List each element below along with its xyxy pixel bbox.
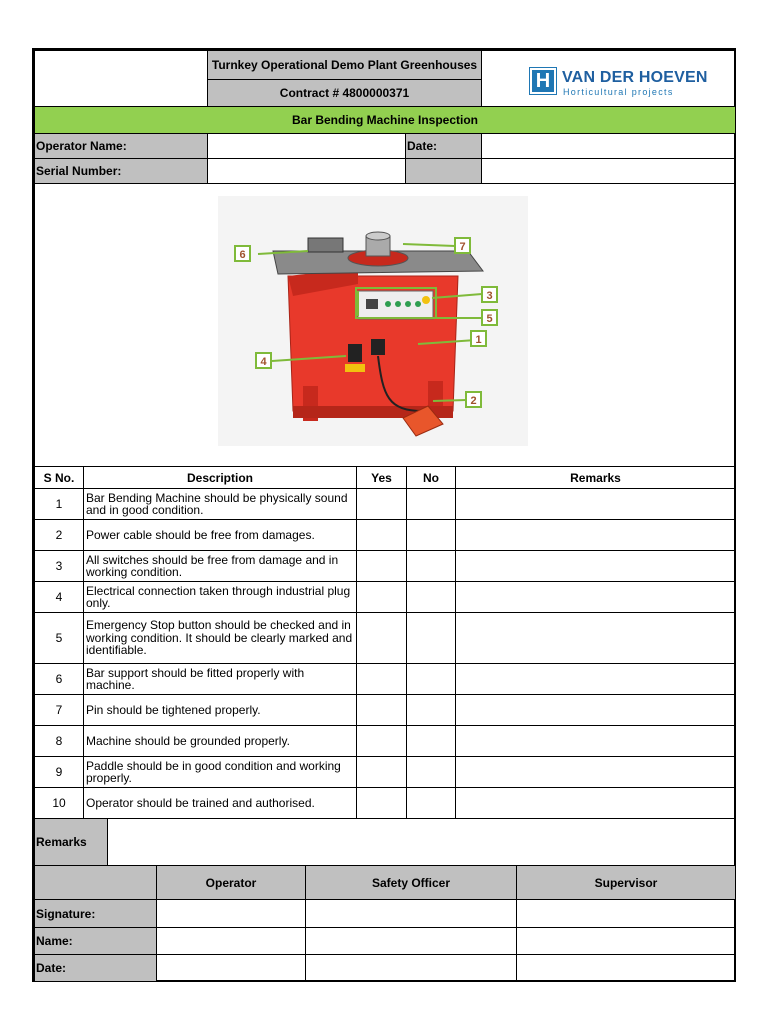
row-remarks-field[interactable] xyxy=(455,488,736,520)
date-field[interactable] xyxy=(481,133,736,159)
row-remarks-field[interactable] xyxy=(455,663,736,695)
row-yes-checkbox[interactable] xyxy=(356,756,407,788)
row-remarks-field[interactable] xyxy=(455,581,736,613)
row-number: 1 xyxy=(34,488,84,520)
row-yes-checkbox[interactable] xyxy=(356,694,407,726)
row-description: Power cable should be free from damages. xyxy=(83,519,357,551)
row-no-checkbox[interactable] xyxy=(406,488,456,520)
signoff-corner xyxy=(34,865,157,900)
row-no-checkbox[interactable] xyxy=(406,694,456,726)
company-tagline: Horticultural projects xyxy=(563,87,674,97)
supervisor-name-field[interactable] xyxy=(516,927,736,955)
callout-4: 4 xyxy=(260,356,267,368)
callout-5: 5 xyxy=(486,313,493,325)
row-yes-checkbox[interactable] xyxy=(356,550,407,582)
row-no-checkbox[interactable] xyxy=(406,725,456,757)
row-no-checkbox[interactable] xyxy=(406,663,456,695)
row-number: 5 xyxy=(34,612,84,664)
operator-name-label: Operator Name: xyxy=(34,133,208,159)
safety-officer-date-field[interactable] xyxy=(305,954,517,982)
row-yes-checkbox[interactable] xyxy=(356,787,407,819)
row-description: Machine should be grounded properly. xyxy=(83,725,357,757)
row-remarks-field[interactable] xyxy=(455,725,736,757)
row-yes-checkbox[interactable] xyxy=(356,725,407,757)
operator-date-field[interactable] xyxy=(156,954,306,982)
row-no-checkbox[interactable] xyxy=(406,756,456,788)
supervisor-signature-field[interactable] xyxy=(516,899,736,928)
row-description: Bar Bending Machine should be physically sound and in good condition. xyxy=(83,488,357,520)
supervisor-date-field[interactable] xyxy=(516,954,736,982)
row-remarks-field[interactable] xyxy=(455,756,736,788)
safety-officer-name-field[interactable] xyxy=(305,927,517,955)
row-no-checkbox[interactable] xyxy=(406,550,456,582)
row-number: 9 xyxy=(34,756,84,788)
callout-2: 2 xyxy=(470,395,477,407)
row-number: 10 xyxy=(34,787,84,819)
row-yes-checkbox[interactable] xyxy=(356,519,407,551)
bar-bending-machine-diagram xyxy=(218,196,528,446)
row-no-checkbox[interactable] xyxy=(406,519,456,551)
row-remarks-field[interactable] xyxy=(455,550,736,582)
signoff-col-safety-officer: Safety Officer xyxy=(305,865,517,900)
project-title: Turnkey Operational Demo Plant Greenhouses xyxy=(207,50,482,80)
col-header-remarks: Remarks xyxy=(455,466,736,489)
remarks-label: Remarks xyxy=(34,818,108,866)
serial-number-label: Serial Number: xyxy=(34,158,208,184)
row-yes-checkbox[interactable] xyxy=(356,581,407,613)
row-yes-checkbox[interactable] xyxy=(356,488,407,520)
col-header-yes: Yes xyxy=(356,466,407,489)
row-remarks-field[interactable] xyxy=(455,694,736,726)
inspection-form xyxy=(32,48,736,982)
col-header-description: Description xyxy=(83,466,357,489)
operator-signature-field[interactable] xyxy=(156,899,306,928)
row-description: Paddle should be in good condition and working properly. xyxy=(83,756,357,788)
logo-cell xyxy=(481,50,736,107)
contract-number: Contract # 4800000371 xyxy=(207,79,482,107)
date-label: Date: xyxy=(405,133,482,159)
safety-officer-signature-field[interactable] xyxy=(305,899,517,928)
signature-label: Signature: xyxy=(34,899,157,928)
signoff-col-supervisor: Supervisor xyxy=(516,865,736,900)
form-title: Bar Bending Machine Inspection xyxy=(34,106,736,134)
row-yes-checkbox[interactable] xyxy=(356,663,407,695)
signoff-col-operator: Operator xyxy=(156,865,306,900)
machine-figure-cell xyxy=(34,183,736,467)
row-number: 8 xyxy=(34,725,84,757)
checklist-table xyxy=(34,466,736,819)
row-number: 6 xyxy=(34,663,84,695)
row-number: 4 xyxy=(34,581,84,613)
col-header-sno: S No. xyxy=(34,466,84,489)
row-description: Emergency Stop button should be checked and in working condition. It should be clearly marked and identifiable. xyxy=(83,612,357,664)
row-no-checkbox[interactable] xyxy=(406,612,456,664)
callout-7: 7 xyxy=(459,241,466,253)
row-number: 2 xyxy=(34,519,84,551)
row-number: 3 xyxy=(34,550,84,582)
callout-6: 6 xyxy=(239,249,246,261)
callout-1: 1 xyxy=(475,334,482,346)
operator-name-field[interactable] xyxy=(207,133,406,159)
row-remarks-field[interactable] xyxy=(455,519,736,551)
header-blank-cell xyxy=(34,50,208,107)
company-name: VAN DER HOEVEN xyxy=(562,69,708,86)
company-logo-icon: H xyxy=(530,68,556,94)
blank-grey-cell xyxy=(405,158,482,184)
callout-3: 3 xyxy=(486,290,493,302)
col-header-no: No xyxy=(406,466,456,489)
row-number: 7 xyxy=(34,694,84,726)
row-description: Electrical connection taken through industrial plug only. xyxy=(83,581,357,613)
row-no-checkbox[interactable] xyxy=(406,787,456,819)
name-label: Name: xyxy=(34,927,157,955)
row-remarks-field[interactable] xyxy=(455,612,736,664)
remarks-field[interactable] xyxy=(107,818,736,866)
row-description: Pin should be tightened properly. xyxy=(83,694,357,726)
row-no-checkbox[interactable] xyxy=(406,581,456,613)
row-yes-checkbox[interactable] xyxy=(356,612,407,664)
serial-number-field[interactable] xyxy=(207,158,406,184)
row-description: All switches should be free from damage and in working condition. xyxy=(83,550,357,582)
operator-name-signoff-field[interactable] xyxy=(156,927,306,955)
signoff-date-label: Date: xyxy=(34,954,157,982)
blank-field xyxy=(481,158,736,184)
row-description: Bar support should be fitted properly with machine. xyxy=(83,663,357,695)
row-remarks-field[interactable] xyxy=(455,787,736,819)
row-description: Operator should be trained and authorised. xyxy=(83,787,357,819)
